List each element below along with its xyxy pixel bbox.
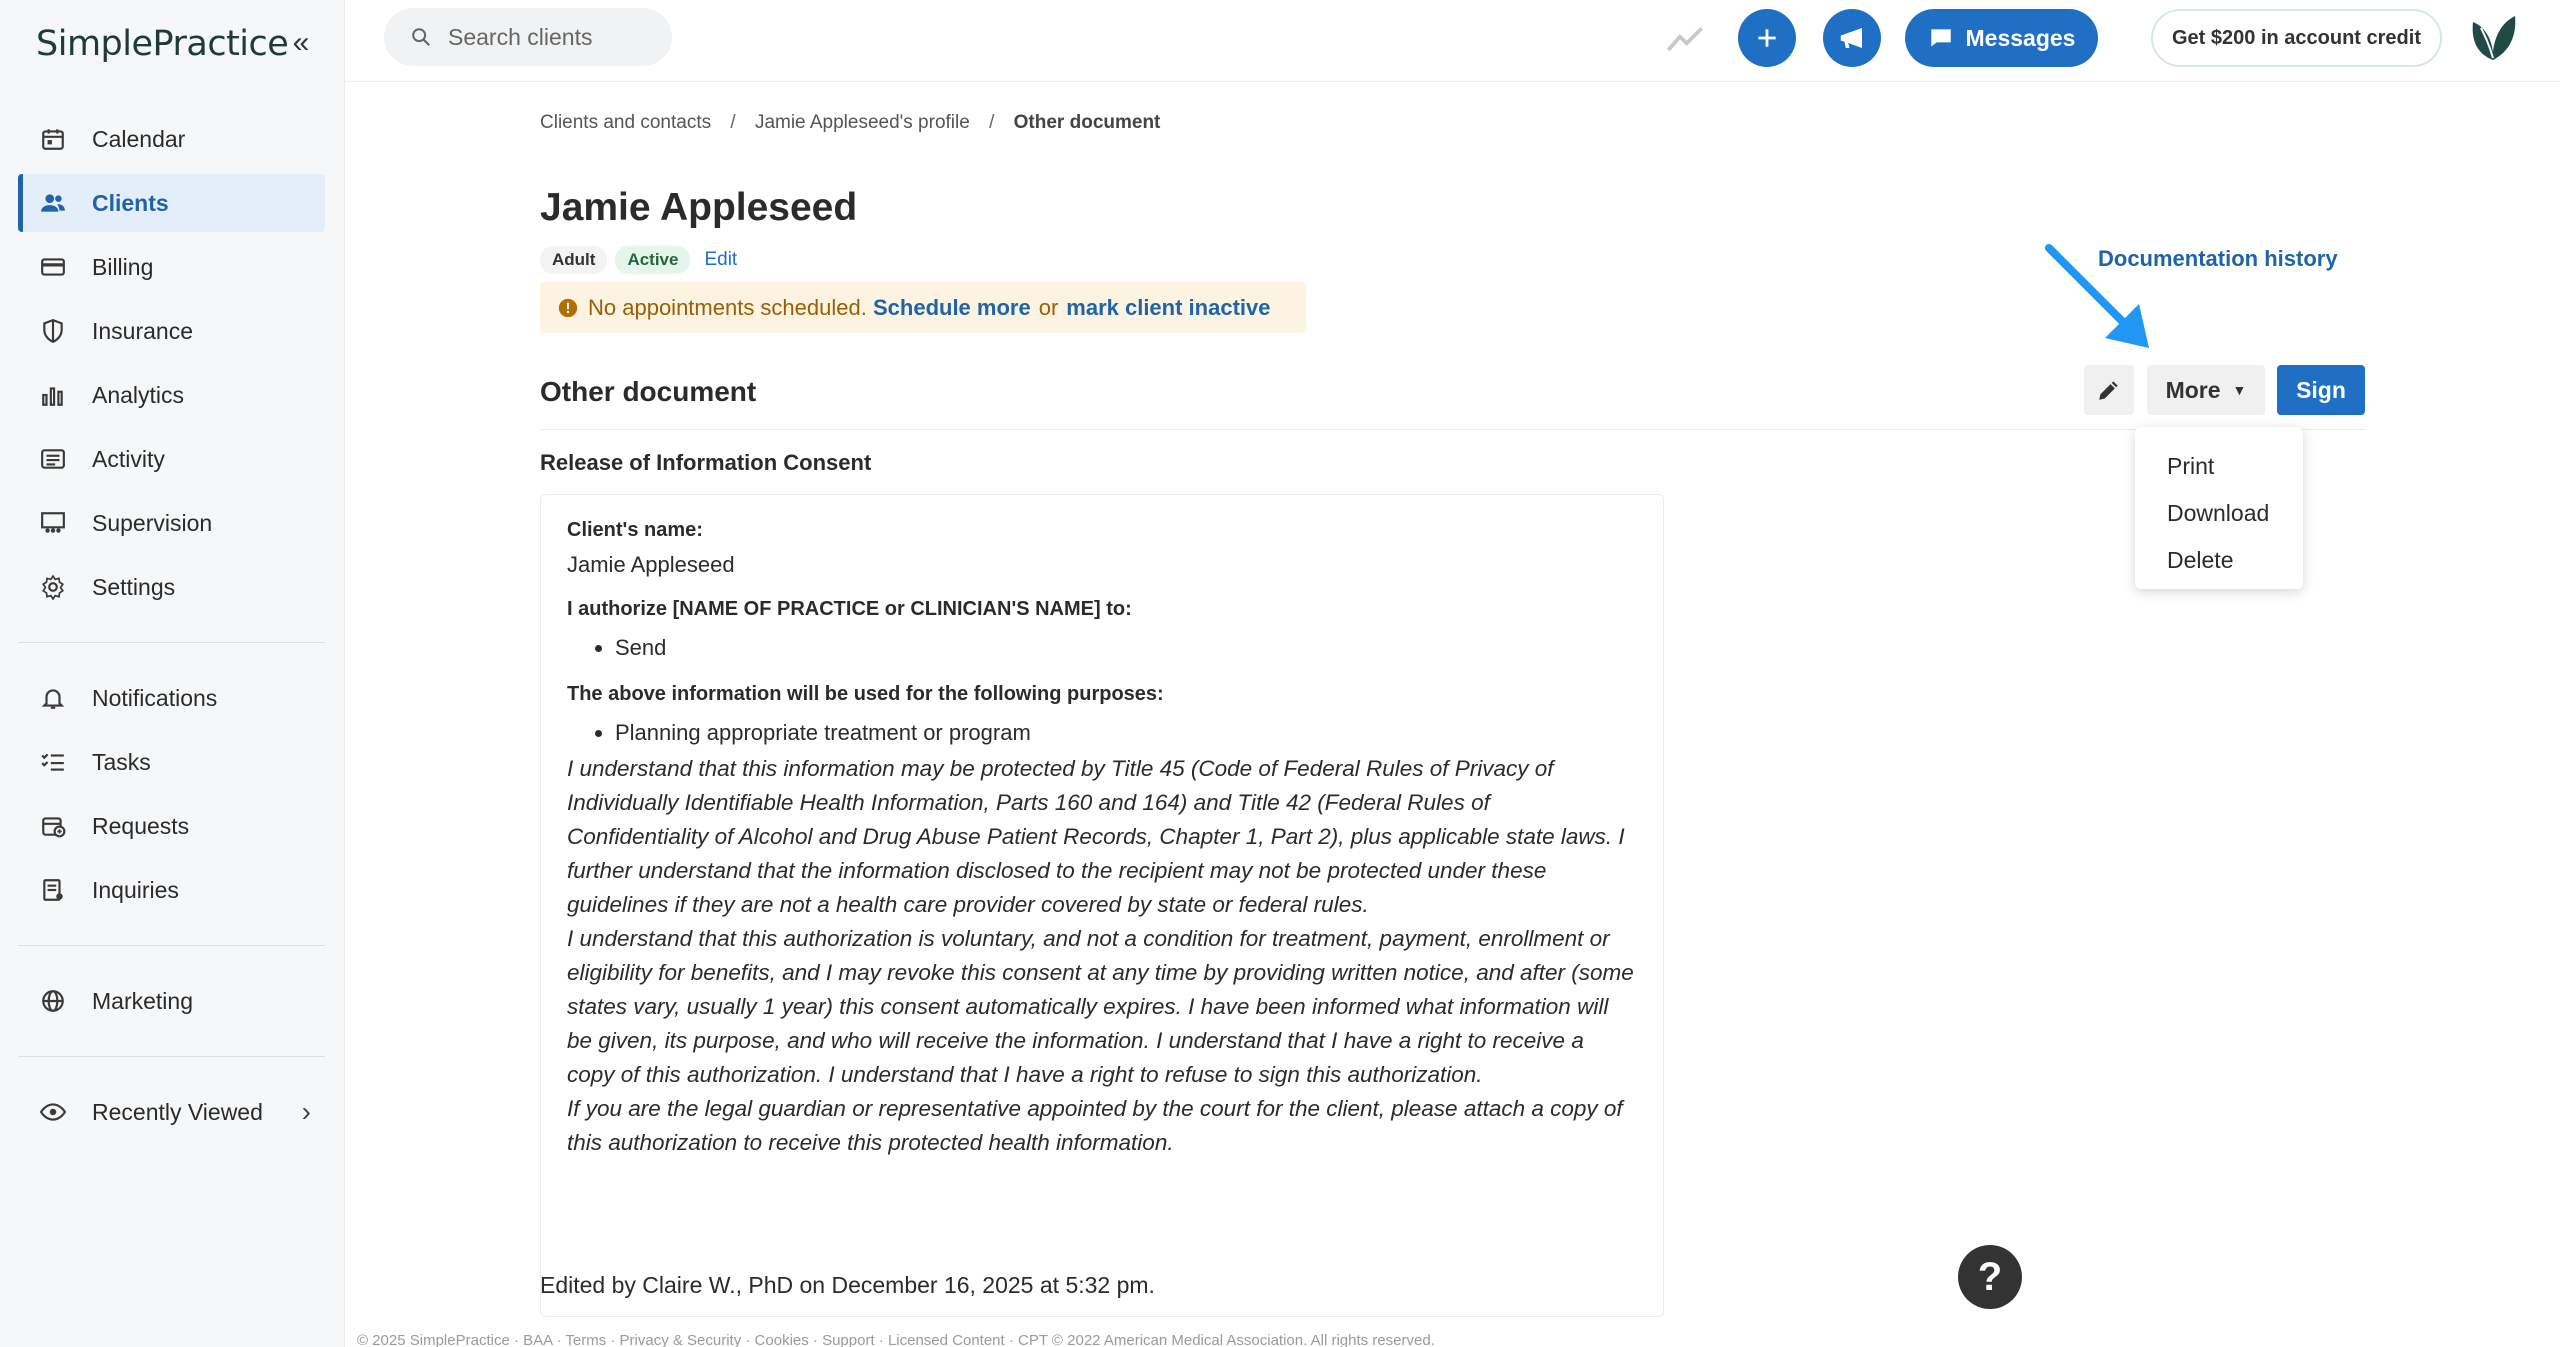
document-icon (38, 875, 68, 905)
primary-nav (18, 110, 325, 1147)
globe-icon (38, 986, 68, 1016)
sidebar-item-billing[interactable] (18, 238, 325, 296)
gear-icon (38, 572, 68, 602)
sign-button[interactable]: Sign (2277, 365, 2365, 415)
checklist-icon (38, 747, 68, 777)
sidebar-item-settings[interactable] (18, 558, 325, 616)
sidebar-item-requests[interactable] (18, 797, 325, 855)
more-button[interactable] (2147, 365, 2265, 415)
schedule-more-link[interactable]: Schedule more (872, 294, 1031, 320)
chat-icon (1928, 25, 1954, 51)
sidebar-item-label: Requests (92, 812, 190, 839)
authorize-label: I authorize [NAME OF PRACTICE or CLINICIAN'S NAME] to: (567, 598, 1132, 620)
search-placeholder: Search clients (448, 23, 593, 50)
brand-leaf-icon[interactable] (2467, 14, 2519, 62)
consent-paragraph-3: If you are the legal guardian or representative appointed by the court for the client, please attach a copy of this authorization to receive this protected health information. (567, 1096, 1623, 1155)
account-credit-button[interactable]: Get $200 in account credit (2151, 9, 2442, 67)
list-item: • Planning appropriate treatment or program (615, 720, 1637, 746)
client-name: Jamie Appleseed (540, 186, 858, 229)
sidebar-item-label: Inquiries (92, 876, 179, 903)
breadcrumb-separator: / (989, 112, 995, 133)
menu-item-print[interactable]: Print (2167, 453, 2215, 479)
sidebar-item-notifications[interactable] (18, 669, 325, 727)
eye-icon (38, 1097, 68, 1127)
warning-icon (558, 298, 578, 318)
list-icon (38, 444, 68, 474)
pencil-icon (2096, 377, 2122, 403)
form-content (540, 494, 1664, 1317)
sidebar-item-label: Supervision (92, 509, 213, 536)
sidebar-item-inquiries[interactable] (18, 861, 325, 919)
footer: © 2025 SimplePractice · BAA · Terms · Privacy & Security · Cookies · Support · Licensed Content · CPT © 2022 American Medical Association. All rights reserved. (357, 1332, 1435, 1347)
breadcrumb-client-profile[interactable]: Jamie Appleseed's profile (754, 112, 970, 133)
top-bar (345, 0, 2560, 82)
breadcrumb-separator: / (730, 112, 736, 133)
section-divider (540, 429, 2366, 430)
app-logo[interactable]: SimplePractice (36, 24, 289, 64)
client-name-value: Jamie Appleseed (567, 552, 735, 577)
bell-icon (38, 683, 68, 713)
caret-down-icon: ▼ (2232, 382, 2247, 398)
form-title: Release of Information Consent (540, 450, 872, 475)
sidebar-item-supervision[interactable] (18, 494, 325, 552)
credit-card-icon (38, 252, 68, 282)
menu-item-delete[interactable]: Delete (2167, 547, 2234, 573)
nav-divider (18, 642, 325, 643)
purpose-list (615, 720, 1637, 746)
sidebar-item-clients[interactable] (18, 174, 325, 232)
client-badges (540, 246, 737, 274)
supervision-icon (38, 508, 68, 538)
megaphone-icon (1837, 23, 1867, 53)
client-name-label: Client's name: (567, 519, 703, 541)
sidebar-item-activity[interactable] (18, 430, 325, 488)
sidebar-item-label: Recently Viewed (92, 1098, 263, 1125)
list-item: • Send (615, 635, 1637, 661)
users-icon (38, 188, 68, 218)
sidebar-item-marketing[interactable] (18, 972, 325, 1030)
more-dropdown-menu (2135, 427, 2303, 589)
sidebar-item-label: Marketing (92, 987, 193, 1014)
authorize-list (615, 635, 1637, 661)
breadcrumb-current: Other document (1013, 112, 1161, 133)
mark-inactive-link[interactable]: mark client inactive (1066, 294, 1271, 320)
sidebar-item-label: Clients (92, 189, 169, 216)
announcements-button[interactable] (1823, 9, 1881, 67)
consent-paragraph-1: I understand that this information may be protected by Title 45 (Code of Federal Rules of Privacy of Individually Identifiable Health Information, Parts 160 and 164) and Title 42 (Federal Rules of Confidentiality of Alcohol and Drug Abuse Patient Records, Chapter 1, Part 2), plus applicable state laws. I further understand that the information disclosed to the recipient may not be protected under these guidelines if they are not a health care provider covered by state or federal rules. (567, 756, 1625, 917)
nav-divider (18, 945, 325, 946)
badge-adult: Adult (540, 246, 607, 274)
add-button[interactable] (1738, 9, 1796, 67)
edit-client-link[interactable]: Edit (704, 249, 738, 270)
sidebar (0, 0, 345, 1347)
calendar-plus-icon (38, 811, 68, 841)
chevron-right-icon: › (301, 1096, 311, 1127)
breadcrumb (540, 112, 1160, 134)
menu-item-download[interactable]: Download (2167, 500, 2270, 526)
bar-chart-icon (38, 380, 68, 410)
edit-document-button[interactable] (2084, 365, 2134, 415)
sidebar-item-label: Settings (92, 573, 176, 600)
purpose-label: The above information will be used for the following purposes: (567, 683, 1164, 705)
plus-icon (1754, 25, 1780, 51)
sidebar-item-recently-viewed[interactable] (18, 1083, 325, 1141)
shield-icon (38, 316, 68, 346)
consent-paragraph-2: I understand that this authorization is voluntary, and not a condition for treatment, payment, enrollment or eligibility for benefits, and I may revoke this consent at any time by providing written notice, and after (some states vary, usually 1 year) this consent automatically expires. I have been informed what information will be given, its purpose, and who will receive the information. I understand that I have a right to receive a copy of this authorization. I understand that I have a right to refuse to sign this authorization. (567, 926, 1634, 1087)
collapse-sidebar-button[interactable]: « (292, 26, 310, 59)
messages-label: Messages (1965, 24, 2076, 51)
alert-text: No appointments scheduled. (588, 294, 867, 320)
calendar-icon (38, 124, 68, 154)
sidebar-item-label: Analytics (92, 381, 185, 408)
section-title: Other document (540, 376, 757, 407)
sidebar-item-analytics[interactable] (18, 366, 325, 424)
sidebar-item-label: Tasks (92, 748, 151, 775)
sidebar-item-label: Calendar (92, 125, 186, 152)
documentation-history-link[interactable]: Documentation history (2098, 246, 2338, 271)
search-icon (410, 26, 432, 48)
sidebar-item-calendar[interactable] (18, 110, 325, 168)
nav-divider (18, 1056, 325, 1057)
sidebar-item-label: Activity (92, 445, 165, 472)
sidebar-item-label: Insurance (92, 317, 194, 344)
trend-icon[interactable] (1665, 20, 1705, 60)
main-content (345, 82, 2560, 1347)
sidebar-item-label: Billing (92, 253, 154, 280)
search-input[interactable] (384, 8, 672, 66)
messages-button[interactable] (1905, 9, 2098, 67)
alert-or: or (1038, 294, 1059, 320)
sidebar-item-insurance[interactable] (18, 302, 325, 360)
sidebar-item-label: Notifications (92, 684, 218, 711)
breadcrumb-clients[interactable]: Clients and contacts (540, 112, 712, 133)
annotation-arrow-icon (2043, 242, 2163, 362)
badge-active: Active (615, 246, 690, 274)
sidebar-item-tasks[interactable] (18, 733, 325, 791)
edited-by-text: Edited by Claire W., PhD on December 16, 2025 at 5:32 pm. (540, 1272, 1155, 1298)
no-appointments-alert (540, 282, 1306, 333)
more-label: More (2165, 376, 2221, 403)
help-button[interactable]: ? (1958, 1245, 2022, 1309)
